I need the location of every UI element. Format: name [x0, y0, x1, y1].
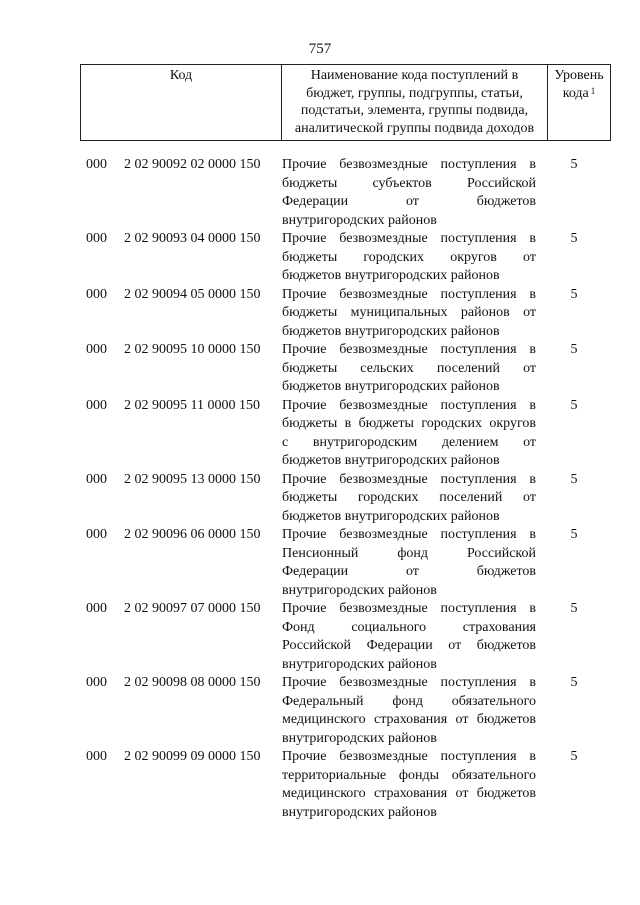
- income-name: [282, 674, 536, 748]
- code-level: 5: [570, 601, 578, 616]
- income-name-line: Фонд социального страхования: [282, 619, 536, 635]
- income-name: [282, 600, 536, 674]
- income-name-line: Прочие безвозмездные поступления в: [282, 675, 536, 690]
- header-code-cell: [81, 65, 282, 141]
- header-name-label: Наименование кода поступлений в бюджет, группы, подгруппы, статьи, подстатьи, элемента, группы подвида, аналитической группы подвида доходов: [294, 68, 535, 136]
- income-name-line: внутригородских районов: [282, 582, 437, 598]
- header-name-cell: [282, 65, 548, 141]
- income-name-line: Пенсионный фонд Российской: [282, 545, 536, 561]
- income-code: 2 02 90099 09 0000 150: [124, 749, 261, 764]
- header-level-label: Уровень кода: [554, 68, 604, 101]
- income-name-line: Прочие безвозмездные поступления в: [282, 601, 536, 616]
- income-name-line: медицинского страхования от бюджетов: [282, 786, 536, 801]
- income-code: 2 02 90095 13 0000 150: [124, 471, 261, 487]
- income-name: [282, 156, 536, 230]
- income-name-line: Прочие безвозмездные поступления в: [282, 231, 536, 246]
- income-code: 2 02 90095 11 0000 150: [124, 397, 260, 413]
- income-code: 2 02 90098 08 0000 150: [124, 675, 261, 690]
- income-name: [282, 748, 536, 822]
- income-name-line: Федерации от бюджетов: [282, 564, 536, 579]
- income-name-line: территориальные фонды обязательного: [282, 767, 536, 783]
- income-code: 2 02 90094 05 0000 150: [124, 286, 261, 302]
- income-name-line: бюджетов внутригородских районов: [282, 508, 500, 524]
- income-name: [282, 286, 536, 342]
- income-name-line: бюджетов внутригородских районов: [282, 379, 500, 394]
- table-row: [0, 286, 640, 342]
- admin-code: 000: [86, 397, 107, 413]
- table-header: [80, 64, 611, 141]
- income-name-line: бюджетов внутригородских районов: [282, 453, 500, 468]
- table-row: [0, 600, 640, 674]
- admin-code: 000: [86, 675, 107, 690]
- income-code: 2 02 90092 02 0000 150: [124, 157, 261, 172]
- income-name-line: Прочие безвозмездные поступления в: [282, 527, 536, 542]
- admin-code: 000: [86, 749, 107, 764]
- code-level: 5: [570, 397, 578, 413]
- income-name-line: бюджеты муниципальных районов от: [282, 305, 536, 320]
- header-level-footnote: 1: [590, 85, 596, 96]
- code-level: 5: [570, 471, 578, 487]
- admin-code: 000: [86, 342, 107, 357]
- income-name-line: бюджетов внутригородских районов: [282, 268, 500, 283]
- code-level: 5: [570, 342, 578, 357]
- admin-code: 000: [86, 286, 107, 302]
- page-number: 757: [308, 41, 332, 57]
- income-name-line: с внутригородским делением от: [282, 434, 536, 450]
- income-name: [282, 526, 536, 600]
- income-name-line: внутригородских районов: [282, 804, 437, 820]
- income-code: 2 02 90095 10 0000 150: [124, 342, 261, 357]
- income-name-line: Федеральный фонд обязательного: [282, 693, 536, 709]
- admin-code: 000: [86, 527, 107, 542]
- income-name-line: бюджеты субъектов Российской: [282, 175, 536, 191]
- income-name: [282, 471, 536, 527]
- table-row: [0, 230, 640, 286]
- admin-code: 000: [86, 471, 107, 487]
- table-row: [0, 674, 640, 748]
- table-row: [0, 471, 640, 527]
- code-level: 5: [570, 527, 578, 542]
- income-name: [282, 230, 536, 286]
- admin-code: 000: [86, 231, 107, 246]
- income-code: 2 02 90097 07 0000 150: [124, 601, 261, 616]
- income-name-line: Российской Федерации от бюджетов: [282, 638, 536, 653]
- header-code-label: Код: [169, 68, 193, 83]
- admin-code: 000: [86, 601, 107, 616]
- income-name-line: внутригородских районов: [282, 656, 437, 672]
- income-name-line: бюджеты в бюджеты городских округов: [282, 416, 536, 431]
- income-name-line: бюджеты сельских поселений от: [282, 360, 536, 376]
- income-name: [282, 397, 536, 471]
- table-row: [0, 526, 640, 600]
- code-level: 5: [570, 286, 578, 302]
- table-row: [0, 748, 640, 822]
- code-level: 5: [570, 675, 578, 690]
- income-name-line: Прочие безвозмездные поступления в: [282, 471, 536, 487]
- table-row: [0, 341, 640, 397]
- income-name: [282, 341, 536, 397]
- table-body: [0, 156, 640, 822]
- table-row: [0, 156, 640, 230]
- income-name-line: Прочие безвозмездные поступления в: [282, 157, 536, 172]
- income-code: 2 02 90096 06 0000 150: [124, 527, 261, 542]
- income-code: 2 02 90093 04 0000 150: [124, 231, 261, 246]
- income-name-line: внутригородских районов: [282, 212, 437, 228]
- income-name-line: Федерации от бюджетов: [282, 194, 536, 209]
- table-row: [0, 397, 640, 471]
- income-name-line: Прочие безвозмездные поступления в: [282, 342, 536, 357]
- income-name-line: Прочие безвозмездные поступления в: [282, 397, 536, 413]
- income-name-line: бюджетов внутригородских районов: [282, 323, 500, 339]
- code-level: 5: [570, 157, 578, 172]
- income-name-line: бюджеты городских поселений от: [282, 490, 536, 505]
- income-name-line: Прочие безвозмездные поступления в: [282, 286, 536, 302]
- code-level: 5: [570, 231, 578, 246]
- income-name-line: внутригородских районов: [282, 730, 437, 746]
- income-name-line: бюджеты городских округов от: [282, 249, 536, 265]
- header-level-cell: [548, 65, 611, 141]
- code-level: 5: [570, 749, 578, 764]
- income-name-line: Прочие безвозмездные поступления в: [282, 749, 536, 764]
- admin-code: 000: [86, 157, 107, 172]
- income-name-line: медицинского страхования от бюджетов: [282, 712, 536, 727]
